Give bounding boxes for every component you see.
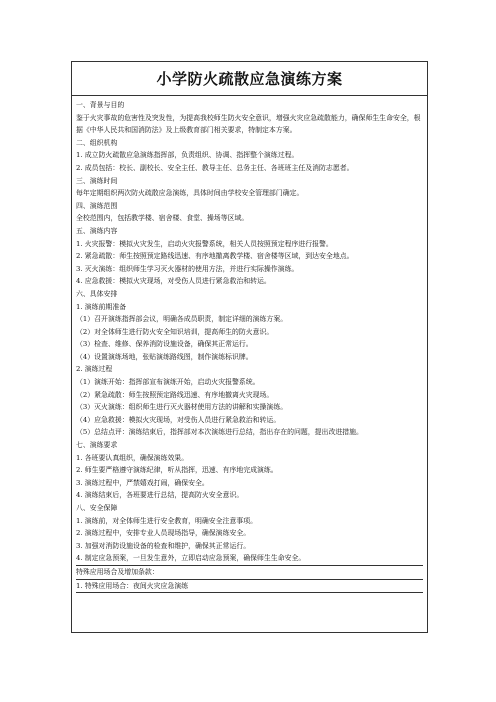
- list-item: 1. 火灾报警：模拟火灾发生，启动火灾报警系统，相关人员按照预定程序进行报警。: [76, 239, 333, 248]
- list-item: 4. 应急救援：模拟火灾现场，对受伤人员进行紧急救治和转运。: [76, 277, 271, 286]
- section-heading-requirements: 七、演练要求: [76, 441, 118, 450]
- list-item: 1. 演练前，对全体师生进行安全教育，明确安全注意事项。: [76, 516, 258, 525]
- document-body: [72, 96, 427, 605]
- list-item: （1）演练开始：指挥部宣布演练开始，启动火灾报警系统。: [76, 378, 260, 387]
- list-item: 4. 演练结束后，各班要进行总结，提高防火安全意识。: [76, 491, 244, 500]
- list-item: 3. 演练过程中，严禁嬉戏打闹，确保安全。: [76, 478, 209, 487]
- section-text-background: 鉴于火灾事故的危害性及突发性，为提高我校师生防火安全意识，增强火灾应急疏散能力，确保师生生命安全，根据《中华人民共和国消防法》及上级教育部门相关要求，特制定本方案。: [76, 113, 421, 135]
- list-item: 3. 加强对消防设施设备的检查和维护，确保其正常运行。: [76, 541, 251, 550]
- empty-row: [76, 593, 423, 605]
- list-item: （2）紧急疏散：师生按照预定路线迅速、有序地撤离火灾现场。: [76, 390, 274, 399]
- special-heading: 特殊应用场合及增加条款：: [76, 566, 423, 580]
- subsection-heading-preparation: 1. 演练前期准备: [76, 302, 127, 311]
- section-heading-time: 三、演练时间: [76, 176, 118, 185]
- section-heading-arrangement: 六、具体安排: [76, 289, 118, 298]
- document-title: 小学防火疏散应急演练方案: [156, 70, 343, 88]
- section-text-scope: 全校范围内，包括教学楼、宿舍楼、食堂、操场等区域。: [76, 214, 249, 223]
- list-item: （3）灭火演练：组织师生进行灭火器材使用方法的讲解和实操演练。: [76, 403, 288, 412]
- list-item: 1. 各班要认真组织，确保演练效果。: [76, 453, 189, 462]
- list-item: （4）设置演练场地，张贴演练路线图，制作演练标识牌。: [76, 352, 253, 361]
- list-item-summary: （5）总结点评：演练结束后，指挥部对本次演练进行总结，指出存在的问题，提出改进措施。: [76, 428, 363, 437]
- list-item: （2）对全体师生进行防火安全知识培训，提高师生的防火意识。: [76, 327, 274, 336]
- list-item: （1）召开演练指挥部会议，明确各成员职责，制定详细的演练方案。: [76, 315, 288, 324]
- section-heading-organization: 二、组织机构: [76, 138, 118, 147]
- section-heading-background: 一、背景与目的: [76, 101, 125, 109]
- list-item: 2. 紧急疏散：师生按照预定路线迅速、有序地撤离教学楼、宿舍楼等区域，到达安全地点。: [76, 252, 354, 261]
- document-frame: [71, 61, 428, 633]
- list-item: 2. 成员包括：校长、副校长、安全主任、教导主任、总务主任、各班班主任及消防志愿者。: [76, 163, 354, 172]
- subsection-heading-process: 2. 演练过程: [76, 365, 113, 374]
- title-row: [72, 62, 427, 96]
- list-item: 2. 演练过程中，安排专业人员现场指导，确保演练安全。: [76, 529, 251, 538]
- section-heading-content: 五、演练内容: [76, 226, 118, 235]
- section-heading-safety: 八、安全保障: [76, 504, 118, 512]
- list-item: 4. 制定应急预案，一旦发生意外，立即启动应急预案，确保师生生命安全。: [76, 552, 423, 566]
- special-item: 1. 特殊应用场合：夜间火灾应急演练: [76, 580, 423, 594]
- section-text-time: 每年定期组织两次防火疏散应急演练，具体时间由学校安全管理部门确定。: [76, 189, 304, 198]
- list-item: 2. 师生要严格遵守演练纪律，听从指挥，迅速、有序地完成演练。: [76, 466, 278, 475]
- list-item: 1. 成立防火疏散应急演练指挥部，负责组织、协调、指挥整个演练过程。: [76, 151, 299, 160]
- list-item: （3）检查、维修、保养消防设施设备，确保其正常运行。: [76, 340, 253, 349]
- list-item: （4）应急救援：模拟火灾现场，对受伤人员进行紧急救治和转运。: [76, 415, 281, 424]
- list-item: 3. 灭火演练：组织师生学习灭火器材的使用方法，并进行实际操作演练。: [76, 264, 299, 273]
- section-heading-scope: 四、演练范围: [76, 201, 118, 210]
